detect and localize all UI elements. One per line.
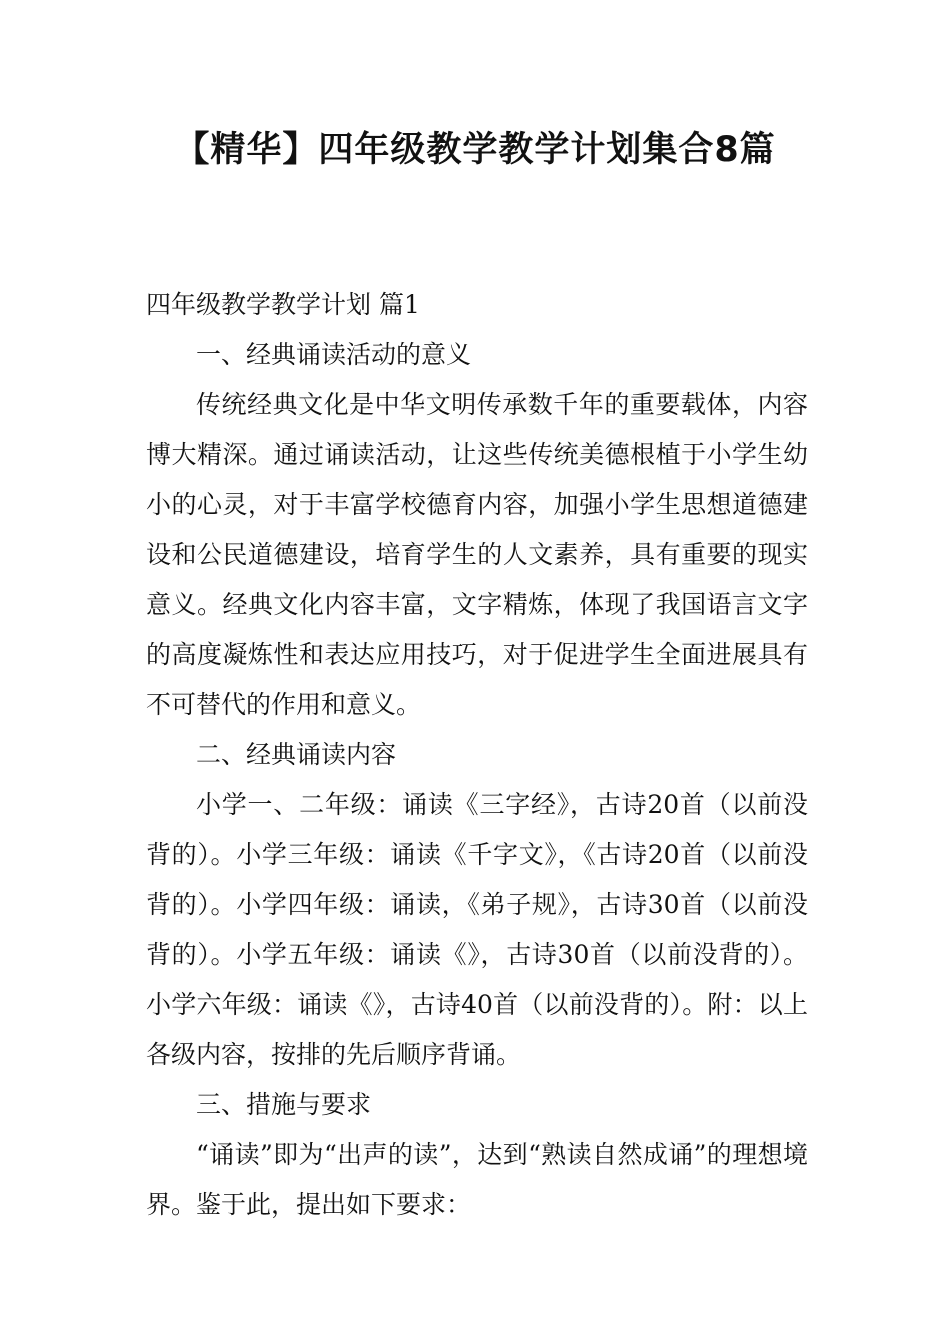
section-heading-2: 二、经典诵读内容: [196, 740, 397, 769]
document-title: 【精华】四年级教学教学计划集合8篇: [174, 130, 776, 170]
section-heading-1: 一、经典诵读活动的意义: [196, 340, 472, 369]
section-paragraph-3: “诵读”即为“出声的读”，达到“熟读自然成诵”的理想境界。鉴于此，提出如下要求：: [146, 1140, 808, 1219]
document-body: [146, 280, 808, 1230]
document-subtitle: 四年级教学教学计划 篇1: [146, 290, 420, 319]
section-paragraph-1: 传统经典文化是中华文明传承数千年的重要载体，内容博大精深。通过诵读活动，让这些传统美德根植于小学生幼小的心灵，对于丰富学校德育内容，加强小学生思想道德建设和公民道德建设，培育学生的人文素养，具有重要的现实意义。经典文化内容丰富，文字精炼，体现了我国语言文字的高度凝炼性和表达应用技巧，对于促进学生全面进展具有不可替代的作用和意义。: [146, 390, 808, 719]
section-paragraph-2: 小学一、二年级：诵读《三字经》，古诗20首（以前没背的）。小学三年级：诵读《千字文》，《古诗20首（以前没背的）。小学四年级：诵读，《弟子规》，古诗30首（以前没背的）。小学五年级：诵读《》，古诗30首（以前没背的）。小学六年级：诵读《》，古诗40首（以前没背的）。附：以上各级内容，按排的先后顺序背诵。: [146, 790, 808, 1069]
section-heading-3: 三、措施与要求: [196, 1090, 372, 1119]
